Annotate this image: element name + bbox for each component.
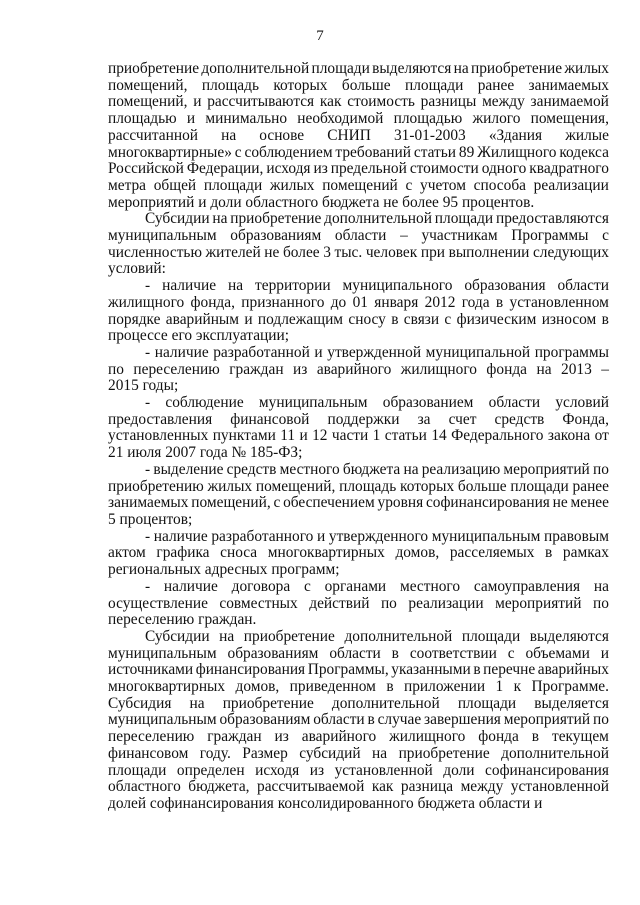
page-number: 7: [316, 28, 324, 44]
paragraph: [108, 61, 609, 211]
text-line: - наличие разработанной и утвержденной муниципальной программы: [145, 343, 609, 361]
paragraph: [108, 345, 609, 395]
text-line: по переселению граждан из аварийного жилищного фонда на 2013 –: [108, 360, 609, 378]
paragraph: [108, 629, 609, 813]
text-line: условий:: [108, 260, 166, 278]
text-line: - наличие на территории муниципального образования области: [145, 277, 609, 295]
text-line: численностью жителей не более 3 тыс. человек при выполнении следующих: [108, 243, 609, 261]
text-line: метра общей площади жилых помещений с учетом способа реализации: [108, 176, 609, 194]
text-line: предоставления финансовой поддержки за счет средств Фонда,: [108, 410, 609, 428]
text-line: - соблюдение муниципальным образованием области условий: [145, 394, 609, 412]
text-line: установленных пунктами 11 и 12 части 1 статьи 14 Федерального закона от: [108, 427, 609, 445]
paragraph: [108, 462, 609, 529]
text-line: помещений, и рассчитываются как стоимость разницы между занимаемой: [108, 93, 609, 111]
text-line: 2015 годы;: [108, 377, 179, 395]
text-line: процессе его эксплуатации;: [108, 327, 290, 345]
text-line: - выделение средств местного бюджета на реализацию мероприятий по: [145, 460, 609, 478]
paragraph: [108, 211, 609, 278]
text-line: переселению граждан из аварийного жилищного фонда в текущем: [108, 728, 609, 746]
paragraph: [108, 529, 609, 579]
text-line: - наличие договора с органами местного самоуправления на: [145, 577, 609, 595]
text-line: площадью и минимально необходимой площадью жилого помещения,: [108, 110, 609, 128]
text-line: муниципальным образованиям области в случае завершения мероприятий по: [108, 711, 609, 729]
text-line: источниками финансирования Программы, указанными в перечне аварийных: [108, 661, 609, 679]
text-line: рассчитанной на основе СНИП 31-01-2003 «Здания жилые: [108, 126, 609, 144]
document-body: [108, 61, 609, 813]
text-line: финансовом году. Размер субсидий на приобретение дополнительной: [108, 744, 609, 762]
text-line: муниципальным образованиям области в соответствии с объемами и: [108, 644, 609, 662]
text-line: мероприятий и доли областного бюджета не более 95 процентов.: [108, 193, 535, 211]
text-line: помещений, площадь которых больше площади ранее занимаемых: [108, 76, 609, 94]
paragraph: [108, 395, 609, 462]
paragraph: [108, 278, 609, 345]
text-line: многоквартирных домов, приведенном в приложении 1 к Программе.: [108, 678, 609, 696]
text-line: 21 июля 2007 года № 185-ФЗ;: [108, 444, 303, 462]
text-line: приобретение дополнительной площади выделяются на приобретение жилых: [108, 60, 609, 77]
text-line: Российской Федерации, исходя из предельной стоимости одного квадратного: [108, 160, 609, 178]
paragraph: [108, 579, 609, 629]
text-line: региональных адресных программ;: [108, 561, 340, 579]
text-line: приобретению жилых помещений, площадь которых больше площади ранее: [108, 477, 609, 495]
text-line: муниципальным образованиям области – участникам Программы с: [108, 227, 609, 245]
text-line: многоквартирные» с соблюдением требований статьи 89 Жилищного кодекса: [108, 143, 609, 161]
text-line: порядке аварийным и подлежащим сносу в связи с физическим износом в: [108, 310, 609, 328]
text-line: переселению граждан.: [108, 611, 257, 629]
text-line: Субсидии на приобретение дополнительной площади выделяются: [145, 627, 609, 645]
text-line: долей софинансирования консолидированного бюджета области и: [108, 794, 543, 812]
text-line: Субсидии на приобретение дополнительной площади предоставляются: [145, 210, 609, 228]
text-line: 5 процентов;: [108, 510, 193, 528]
text-line: занимаемых помещений, с обеспечением уровня софинансирования не менее: [108, 494, 609, 512]
text-line: - наличие разработанного и утвержденного муниципальным правовым: [145, 527, 609, 545]
text-line: актом графика сноса многоквартирных домов, расселяемых в рамках: [108, 544, 609, 562]
text-line: областного бюджета, рассчитываемой как разница между установленной: [108, 778, 609, 796]
text-line: площади определен исходя из установленной доли софинансирования: [108, 761, 609, 779]
text-line: осуществление совместных действий по реализации мероприятий по: [108, 594, 609, 612]
text-line: жилищного фонда, признанного до 01 января 2012 года в установленном: [108, 293, 609, 311]
text-line: Субсидия на приобретение дополнительной площади выделяется: [108, 694, 609, 712]
